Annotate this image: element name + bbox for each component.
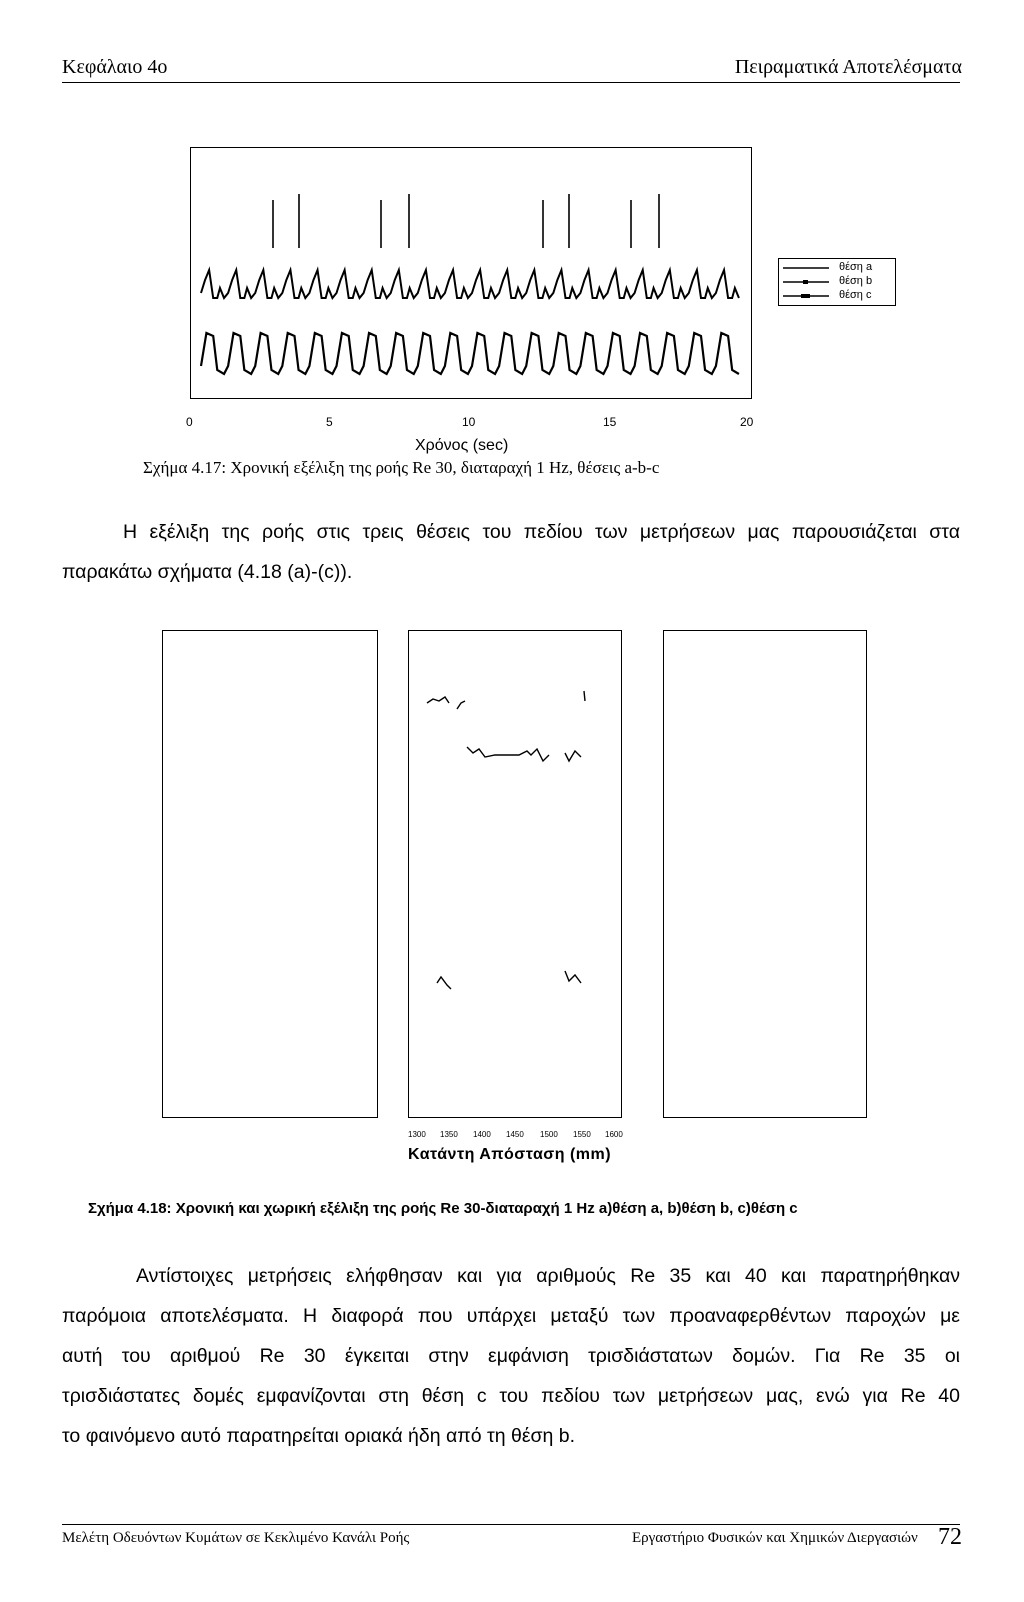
- footer-title: Μελέτη Οδευόντων Κυμάτων σε Κεκλιμένο Κανάλι Ροής: [62, 1530, 410, 1546]
- trace-top: [427, 697, 465, 709]
- panel-c-svg: [664, 631, 868, 1119]
- x-tick: 1600: [605, 1130, 623, 1139]
- legend: [778, 258, 896, 306]
- legend-item-b: θέση b: [779, 275, 895, 289]
- x-tick: 1450: [506, 1130, 524, 1139]
- footer-lab: Εργαστήριο Φυσικών και Χημικών Διεργασιών: [632, 1530, 918, 1546]
- x-tick: 10: [462, 415, 476, 429]
- x-axis-label: Κατάντη Απόσταση (mm): [408, 1146, 612, 1163]
- time-series-plot: [190, 147, 752, 399]
- paragraph-line: παρακάτω σχήματα (4.18 (a)-(c)).: [62, 561, 353, 583]
- footer-rule: [62, 1524, 960, 1525]
- x-tick: 20: [740, 415, 754, 429]
- x-tick: 1400: [473, 1130, 491, 1139]
- trace-low: [437, 971, 581, 989]
- paragraph-line: το φαινόμενο αυτό παρατηρείται οριακά ήδη από τη θέση b.: [62, 1425, 576, 1447]
- page-number: 72: [938, 1524, 962, 1550]
- paragraph-line: Αντίστοιχες μετρήσεις ελήφθησαν και για αριθμούς Re 35 και 40 και παρατηρήθηκαν: [136, 1265, 960, 1287]
- panel-a-svg: [163, 631, 379, 1119]
- x-tick: 1350: [440, 1130, 458, 1139]
- x-tick: 0: [186, 415, 193, 429]
- trace-mid: [467, 747, 581, 761]
- figure-caption: Σχήμα 4.17: Χρονική εξέλιξη της ροής Re 30, διαταραχή 1 Hz, θέσεις a-b-c: [143, 458, 660, 477]
- legend-item-a: θέση a: [839, 261, 873, 273]
- time-series-svg: [191, 148, 753, 400]
- panel-b: [408, 630, 622, 1118]
- x-tick: 1550: [573, 1130, 591, 1139]
- x-tick: 5: [326, 415, 333, 429]
- chapter-header: Κεφάλαιο 4ο: [62, 56, 168, 78]
- x-tick: 1300: [408, 1130, 426, 1139]
- header-rule: [62, 82, 960, 83]
- panel-a: [162, 630, 378, 1118]
- legend-item-c: θέση c: [779, 289, 895, 303]
- figure-caption: Σχήμα 4.18: Χρονική και χωρική εξέλιξη της ροής Re 30-διαταραχή 1 Hz a)θέση a, b)θέση b, c)θέση c: [88, 1200, 798, 1217]
- paragraph-line: παρόμοια αποτελέσματα. Η διαφορά που υπάρχει μεταξύ των προαναφερθέντων παροχών με: [62, 1305, 960, 1327]
- paragraph-line: τρισδιάστατες δομές εμφανίζονται στη θέση c του πεδίου των μετρήσεων μας, ενώ για Re 40: [62, 1385, 960, 1407]
- paragraph-line: αυτή του αριθμού Re 30 έγκειται στην εμφάνιση τρισδιάστατων δομών. Για Re 35 οι: [62, 1345, 960, 1367]
- x-tick: 1500: [540, 1130, 558, 1139]
- series-b-line: [201, 270, 739, 298]
- x-axis-label: Χρόνος (sec): [415, 437, 509, 454]
- panel-b-svg: [409, 631, 623, 1119]
- paragraph-line: Η εξέλιξη της ροής στις τρεις θέσεις του πεδίου των μετρήσεων μας παρουσιάζεται στα: [123, 521, 960, 543]
- panel-c: [663, 630, 867, 1118]
- series-c-line: [201, 333, 739, 374]
- trace-tick: [584, 691, 585, 701]
- x-tick: 15: [603, 415, 617, 429]
- section-header: Πειραματικά Αποτελέσματα: [734, 56, 962, 78]
